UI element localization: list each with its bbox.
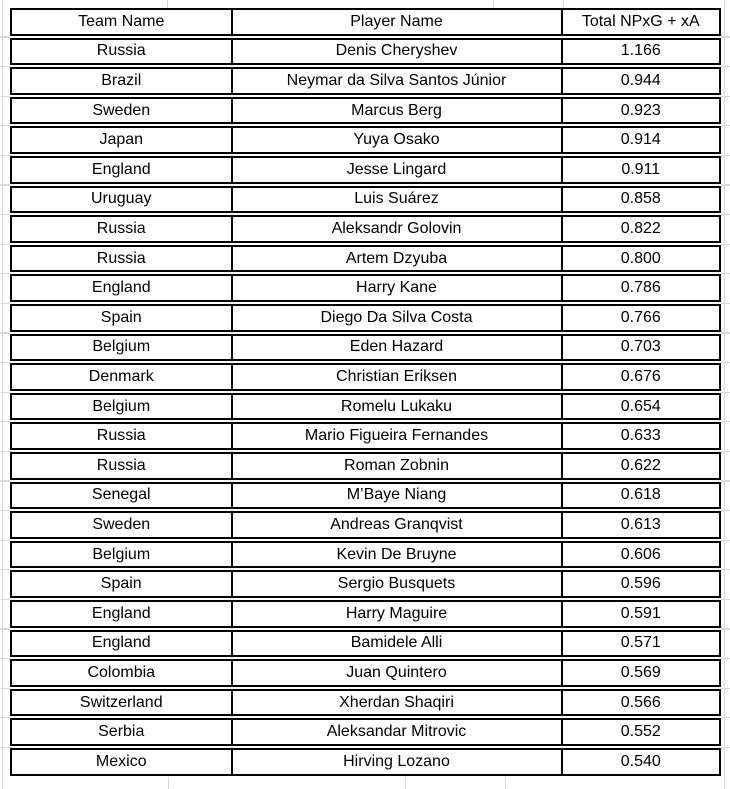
table-row [10, 215, 721, 243]
value-cell[interactable]: 0.703 [620, 338, 661, 356]
team-cell[interactable]: Russia [12, 424, 233, 448]
gridline [563, 0, 564, 8]
gridline [505, 777, 506, 789]
gridline [0, 540, 10, 541]
table-row [10, 363, 721, 391]
gridline [721, 392, 730, 393]
gridline [0, 214, 10, 215]
player-cell[interactable]: Kevin De Bruyne [233, 543, 563, 567]
gridline [0, 569, 10, 570]
table-row [10, 422, 721, 450]
player-cell[interactable]: Bamidele Alli [233, 632, 563, 656]
table-row [10, 67, 721, 95]
gridline [0, 747, 10, 748]
team-cell[interactable]: Sweden [12, 513, 233, 537]
gridline [721, 599, 730, 600]
player-cell[interactable]: Neymar da Silva Santos Júnior [233, 69, 563, 93]
value-cell[interactable]: 0.911 [621, 160, 661, 178]
team-cell[interactable]: Denmark [12, 365, 233, 389]
gridline [721, 510, 730, 511]
player-cell[interactable]: Xherdan Shaqiri [233, 691, 563, 715]
team-cell[interactable]: Brazil [12, 69, 233, 93]
table-row [10, 600, 721, 628]
gridline [0, 155, 10, 156]
team-cell[interactable]: Senegal [12, 484, 233, 508]
table-row [10, 452, 721, 480]
player-cell[interactable]: Aleksandar Mitrovic [233, 720, 563, 744]
gridline [405, 777, 406, 789]
value-cell[interactable]: 0.800 [620, 249, 661, 267]
player-cell[interactable]: Harry Kane [233, 276, 563, 300]
table-row [10, 689, 721, 717]
player-cell[interactable]: Romelu Lukaku [233, 395, 563, 419]
value-cell[interactable]: 0.914 [620, 131, 661, 149]
player-cell[interactable]: Sergio Busquets [233, 572, 563, 596]
table-row [10, 156, 721, 184]
gridline [0, 362, 10, 363]
gridline [0, 392, 10, 393]
value-cell[interactable]: 1.166 [620, 42, 661, 60]
team-cell[interactable]: Japan [12, 128, 233, 152]
player-cell[interactable]: Luis Suárez [233, 188, 563, 212]
table-row [10, 126, 721, 154]
team-cell[interactable]: Uruguay [12, 188, 233, 212]
team-cell[interactable]: Russia [12, 247, 233, 271]
value-cell[interactable]: 0.566 [620, 693, 661, 711]
player-cell[interactable]: M’Baye Niang [233, 484, 563, 508]
gridline [721, 362, 730, 363]
team-cell[interactable]: England [12, 158, 233, 182]
gridline [721, 540, 730, 541]
team-cell[interactable]: England [12, 602, 233, 626]
gridline [0, 332, 10, 333]
gridline [0, 717, 10, 718]
gridline [721, 273, 730, 274]
value-cell[interactable]: 0.591 [620, 604, 661, 622]
table-row [10, 511, 721, 539]
table-row [10, 393, 721, 421]
value-cell[interactable]: 0.596 [620, 575, 661, 593]
gridline [721, 628, 730, 629]
gridline [721, 658, 730, 659]
gridline [721, 66, 730, 67]
gridline [0, 658, 10, 659]
team-cell[interactable]: Spain [12, 306, 233, 330]
gridline [0, 125, 10, 126]
team-cell[interactable]: Mexico [12, 750, 233, 774]
value-cell[interactable]: 0.622 [620, 456, 661, 474]
header-team-name[interactable]: Team Name [12, 10, 233, 34]
player-cell[interactable]: Hirving Lozano [233, 750, 563, 774]
gridline [0, 480, 10, 481]
team-cell[interactable]: Belgium [12, 543, 233, 567]
gridline [0, 184, 10, 185]
table-row [10, 245, 721, 273]
table-row [10, 630, 721, 658]
gridline [0, 688, 10, 689]
gridline [721, 244, 730, 245]
gridline [2, 0, 3, 789]
gridline [721, 36, 730, 37]
player-cell[interactable]: Yuya Osako [233, 128, 563, 152]
table-row [10, 718, 721, 746]
gridline [0, 599, 10, 600]
player-cell[interactable]: Roman Zobnin [233, 454, 563, 478]
value-cell[interactable]: 0.676 [620, 367, 661, 385]
header-total-npxg-xa[interactable]: Total NPxG + xA [581, 12, 700, 30]
value-cell[interactable]: 0.540 [620, 752, 661, 770]
gridline [721, 303, 730, 304]
player-cell[interactable]: Andreas Granqvist [233, 513, 563, 537]
gridline [721, 214, 730, 215]
value-cell[interactable]: 0.606 [620, 545, 661, 563]
player-cell[interactable]: Jesse Lingard [233, 158, 563, 182]
gridline [721, 155, 730, 156]
player-cell[interactable]: Marcus Berg [233, 99, 563, 123]
team-cell[interactable]: Spain [12, 572, 233, 596]
value-cell[interactable]: 0.552 [620, 723, 661, 741]
value-cell[interactable]: 0.822 [620, 219, 661, 237]
table-row [10, 38, 721, 66]
gridline [721, 96, 730, 97]
team-cell[interactable]: Belgium [12, 336, 233, 360]
player-cell[interactable]: Mario Figueira Fernandes [233, 424, 563, 448]
value-cell[interactable]: 0.618 [620, 486, 661, 504]
gridline [724, 0, 725, 789]
table-header-row [10, 8, 721, 36]
gridline [167, 0, 168, 8]
gridline [0, 36, 10, 37]
gridline [493, 0, 494, 8]
gridline [721, 451, 730, 452]
gridline [0, 451, 10, 452]
player-cell[interactable]: Juan Quintero [233, 661, 563, 685]
value-cell[interactable]: 0.858 [620, 190, 661, 208]
table-row [10, 748, 721, 776]
gridline [0, 244, 10, 245]
team-cell[interactable]: Colombia [12, 661, 233, 685]
gridline [0, 421, 10, 422]
player-cell[interactable]: Christian Eriksen [233, 365, 563, 389]
value-cell[interactable]: 0.923 [620, 101, 661, 119]
gridline [721, 747, 730, 748]
player-cell[interactable]: Denis Cheryshev [233, 40, 563, 64]
gridline [721, 569, 730, 570]
table-row [10, 334, 721, 362]
player-cell[interactable]: Harry Maguire [233, 602, 563, 626]
team-cell[interactable]: Russia [12, 454, 233, 478]
gridline [721, 184, 730, 185]
gridline [721, 125, 730, 126]
table-row [10, 570, 721, 598]
value-cell[interactable]: 0.571 [620, 634, 661, 652]
gridline [721, 332, 730, 333]
player-cell[interactable]: Eden Hazard [233, 336, 563, 360]
value-cell[interactable]: 0.786 [620, 279, 661, 297]
player-cell[interactable]: Artem Dzyuba [233, 247, 563, 271]
team-cell[interactable]: Belgium [12, 395, 233, 419]
gridline [0, 303, 10, 304]
team-cell[interactable]: Sweden [12, 99, 233, 123]
table-row [10, 274, 721, 302]
value-cell[interactable]: 0.569 [620, 663, 661, 681]
team-cell[interactable]: Serbia [12, 720, 233, 744]
table-row [10, 304, 721, 332]
table-row [10, 541, 721, 569]
player-cell[interactable]: Aleksandr Golovin [233, 217, 563, 241]
team-cell[interactable]: England [12, 632, 233, 656]
table-row [10, 482, 721, 510]
gridline [721, 717, 730, 718]
value-cell[interactable]: 0.944 [620, 71, 661, 89]
gridline [0, 96, 10, 97]
player-cell[interactable]: Diego Da Silva Costa [233, 306, 563, 330]
team-cell[interactable]: England [12, 276, 233, 300]
gridline [721, 480, 730, 481]
team-cell[interactable]: Switzerland [12, 691, 233, 715]
table-row [10, 659, 721, 687]
value-cell[interactable]: 0.654 [620, 397, 661, 415]
gridline [0, 66, 10, 67]
gridline [0, 510, 10, 511]
value-cell[interactable]: 0.766 [620, 308, 661, 326]
table-row [10, 186, 721, 214]
team-cell[interactable]: Russia [12, 217, 233, 241]
header-player-name[interactable]: Player Name [233, 10, 563, 34]
value-cell[interactable]: 0.633 [620, 427, 661, 445]
gridline [721, 421, 730, 422]
gridline [0, 628, 10, 629]
gridline [721, 688, 730, 689]
value-cell[interactable]: 0.613 [620, 515, 661, 533]
gridline [168, 777, 169, 789]
team-cell[interactable]: Russia [12, 40, 233, 64]
table-row [10, 97, 721, 125]
gridline [0, 273, 10, 274]
